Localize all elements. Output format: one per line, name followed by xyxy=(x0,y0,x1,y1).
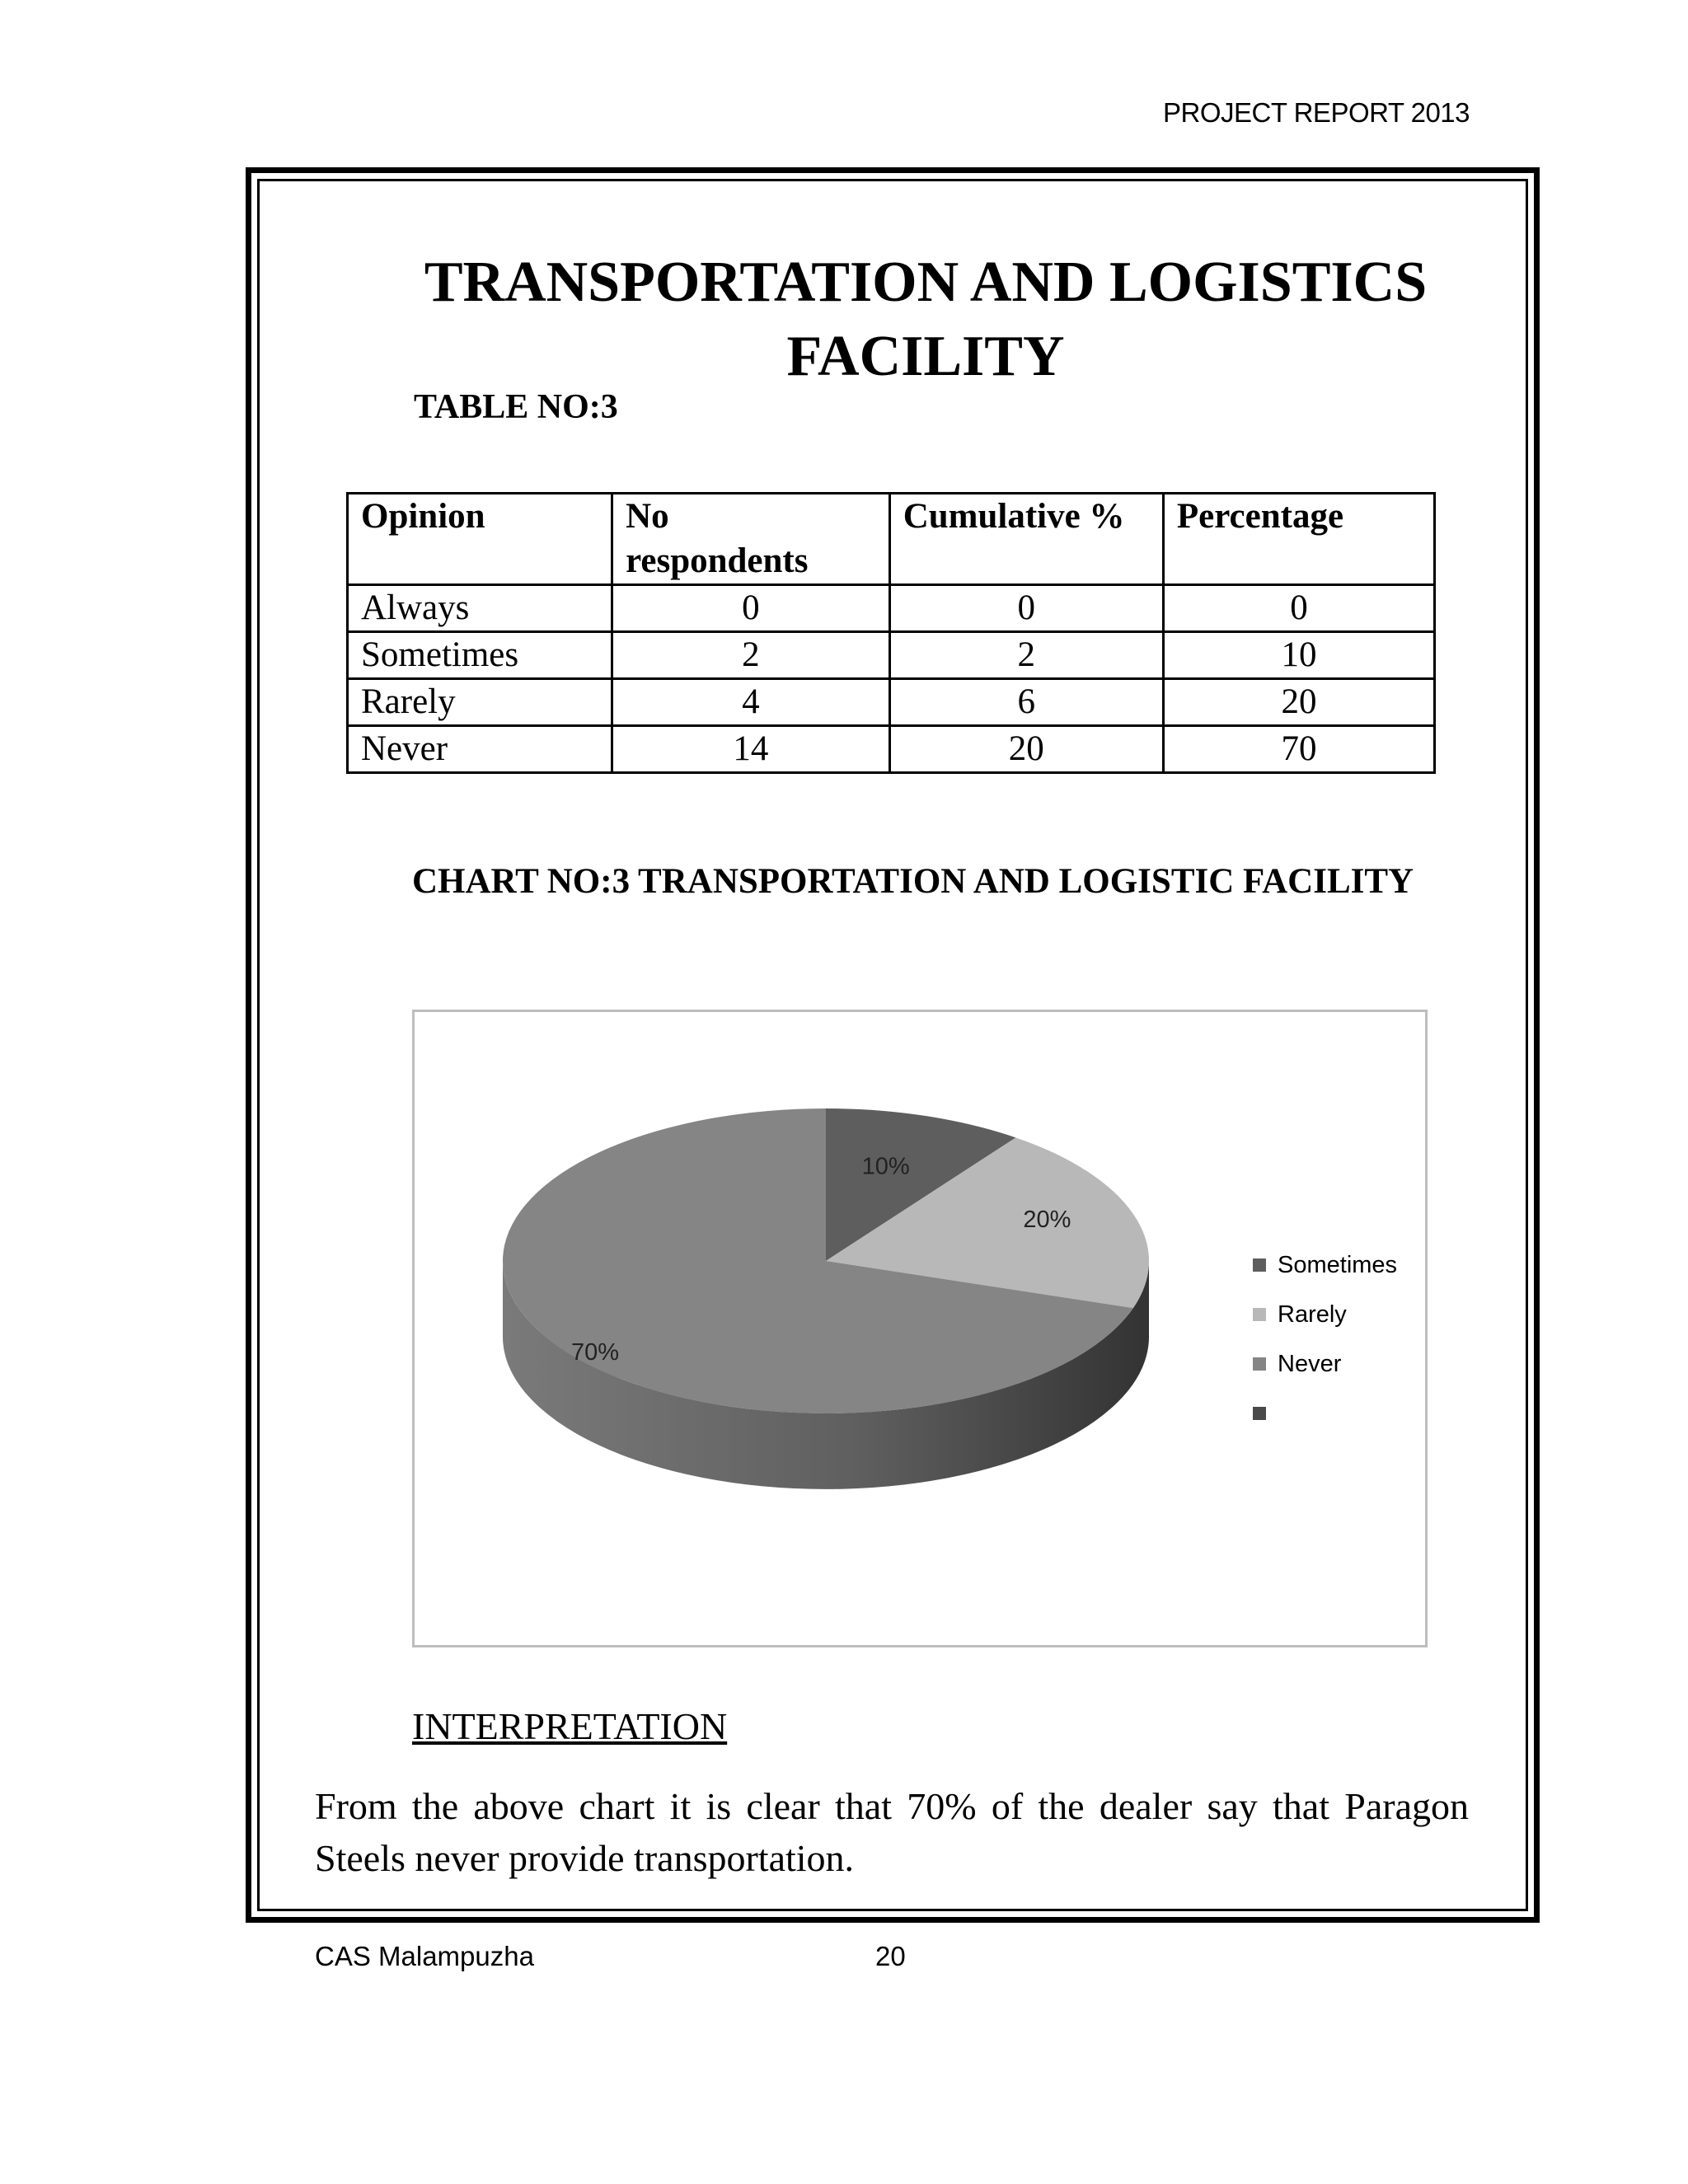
table-cell: 0 xyxy=(1163,585,1434,632)
legend-label: Rarely xyxy=(1278,1301,1347,1328)
legend-label: Sometimes xyxy=(1278,1251,1398,1278)
table-cell: 6 xyxy=(889,679,1163,726)
legend-swatch xyxy=(1253,1308,1266,1321)
chart-legend xyxy=(1253,1240,1397,1438)
page-title-line-2: FACILITY xyxy=(786,325,1065,388)
chart-caption: CHART NO:3 TRANSPORTATION AND LOGISTIC FACILITY xyxy=(412,862,1414,901)
page-title-line-1: TRANSPORTATION AND LOGISTICS xyxy=(424,251,1428,314)
pie-data-label: 10% xyxy=(861,1153,910,1180)
interpretation-text: From the above chart it is clear that 70% of the dealer say that Paragon Steels never provide transportation. xyxy=(315,1785,1469,1879)
table-cell: Sometimes xyxy=(348,632,612,679)
interpretation-heading: INTERPRETATION xyxy=(412,1705,728,1747)
table-cell: 70 xyxy=(1163,726,1434,773)
legend-item xyxy=(1253,1290,1397,1339)
column-header: No respondents xyxy=(612,494,890,585)
legend-item xyxy=(1253,1339,1397,1389)
legend-swatch xyxy=(1253,1407,1266,1420)
legend-item xyxy=(1253,1240,1397,1290)
legend-swatch xyxy=(1253,1357,1266,1371)
footer-institution: CAS Malampuzha xyxy=(315,1941,534,1971)
pie-data-label: 20% xyxy=(1023,1206,1071,1233)
table-cell: 4 xyxy=(612,679,890,726)
column-header: Opinion xyxy=(348,494,612,585)
pie-data-label: 70% xyxy=(570,1339,620,1366)
table-cell: Rarely xyxy=(348,679,612,726)
table-cell: 0 xyxy=(889,585,1163,632)
table-cell: 0 xyxy=(612,585,890,632)
table-cell: 20 xyxy=(1163,679,1434,726)
table-cell: Always xyxy=(348,585,612,632)
column-header: Cumulative % xyxy=(889,494,1163,585)
legend-swatch xyxy=(1253,1258,1266,1272)
column-header: Percentage xyxy=(1163,494,1434,585)
page-number: 20 xyxy=(875,1941,906,1971)
table-cell: 14 xyxy=(612,726,890,773)
table-cell: 10 xyxy=(1163,632,1434,679)
table-cell: Never xyxy=(348,726,612,773)
running-header: PROJECT REPORT 2013 xyxy=(1163,97,1470,128)
table-cell: 2 xyxy=(612,632,890,679)
table-cell: 20 xyxy=(889,726,1163,773)
legend-label: Never xyxy=(1278,1350,1342,1377)
table-label: TABLE NO:3 xyxy=(414,388,618,426)
table-cell: 2 xyxy=(889,632,1163,679)
legend-item xyxy=(1253,1389,1397,1438)
